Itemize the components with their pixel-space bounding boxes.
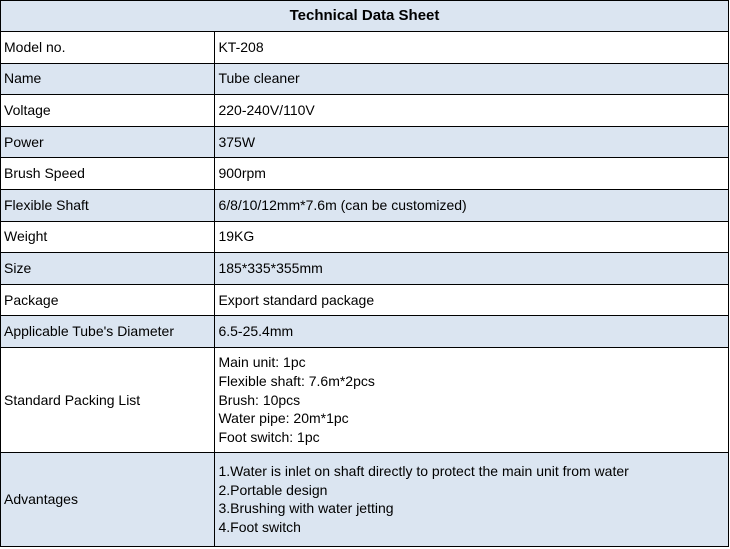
packing-item: Main unit: 1pc xyxy=(218,353,306,370)
packing-item: Flexible shaft: 7.6m*2pcs xyxy=(218,372,375,389)
packing-item: Foot switch: 1pc xyxy=(218,429,320,446)
table-row xyxy=(1,253,729,285)
row-label-weight: Weight xyxy=(1,221,215,253)
advantage-item: 4.Foot switch xyxy=(218,519,301,536)
row-label-flexible-shaft: Flexible Shaft xyxy=(1,189,215,221)
row-label-power: Power xyxy=(1,126,215,158)
row-value-size: 185*335*355mm xyxy=(215,253,729,285)
table-row xyxy=(1,189,729,221)
advantages-values xyxy=(215,452,729,546)
packing-item: Brush: 10pcs xyxy=(218,391,301,408)
advantage-item: 3.Brushing with water jetting xyxy=(218,500,394,517)
row-label-advantages: Advantages xyxy=(1,452,215,546)
sheet-title: Technical Data Sheet xyxy=(1,1,729,32)
row-value-package: Export standard package xyxy=(215,284,729,316)
table-row xyxy=(1,63,729,95)
table-row xyxy=(1,126,729,158)
row-value-flexible-shaft: 6/8/10/12mm*7.6m (can be customized) xyxy=(215,189,729,221)
row-label-package: Package xyxy=(1,284,215,316)
title-row xyxy=(1,1,729,32)
table-row xyxy=(1,347,729,452)
packing-list-values xyxy=(215,347,729,452)
table-row xyxy=(1,158,729,190)
row-label-size: Size xyxy=(1,253,215,285)
advantage-item: 1.Water is inlet on shaft directly to protect the main unit from water xyxy=(218,462,629,479)
row-label-tube-diameter: Applicable Tube's Diameter xyxy=(1,316,215,348)
row-value-voltage: 220-240V/110V xyxy=(215,95,729,127)
advantage-item: 2.Portable design xyxy=(218,481,328,498)
row-label-name: Name xyxy=(1,63,215,95)
table-row xyxy=(1,32,729,64)
row-value-tube-diameter: 6.5-25.4mm xyxy=(215,316,729,348)
row-label-brush-speed: Brush Speed xyxy=(1,158,215,190)
row-label-model: Model no. xyxy=(1,32,215,64)
table-row xyxy=(1,452,729,546)
table-row xyxy=(1,95,729,127)
row-value-power: 375W xyxy=(215,126,729,158)
row-value-brush-speed: 900rpm xyxy=(215,158,729,190)
row-value-model: KT-208 xyxy=(215,32,729,64)
table-row xyxy=(1,221,729,253)
row-label-voltage: Voltage xyxy=(1,95,215,127)
row-value-weight: 19KG xyxy=(215,221,729,253)
row-label-packing-list: Standard Packing List xyxy=(1,347,215,452)
packing-item: Water pipe: 20m*1pc xyxy=(218,410,349,427)
table-row xyxy=(1,316,729,348)
row-value-name: Tube cleaner xyxy=(215,63,729,95)
table-row xyxy=(1,284,729,316)
